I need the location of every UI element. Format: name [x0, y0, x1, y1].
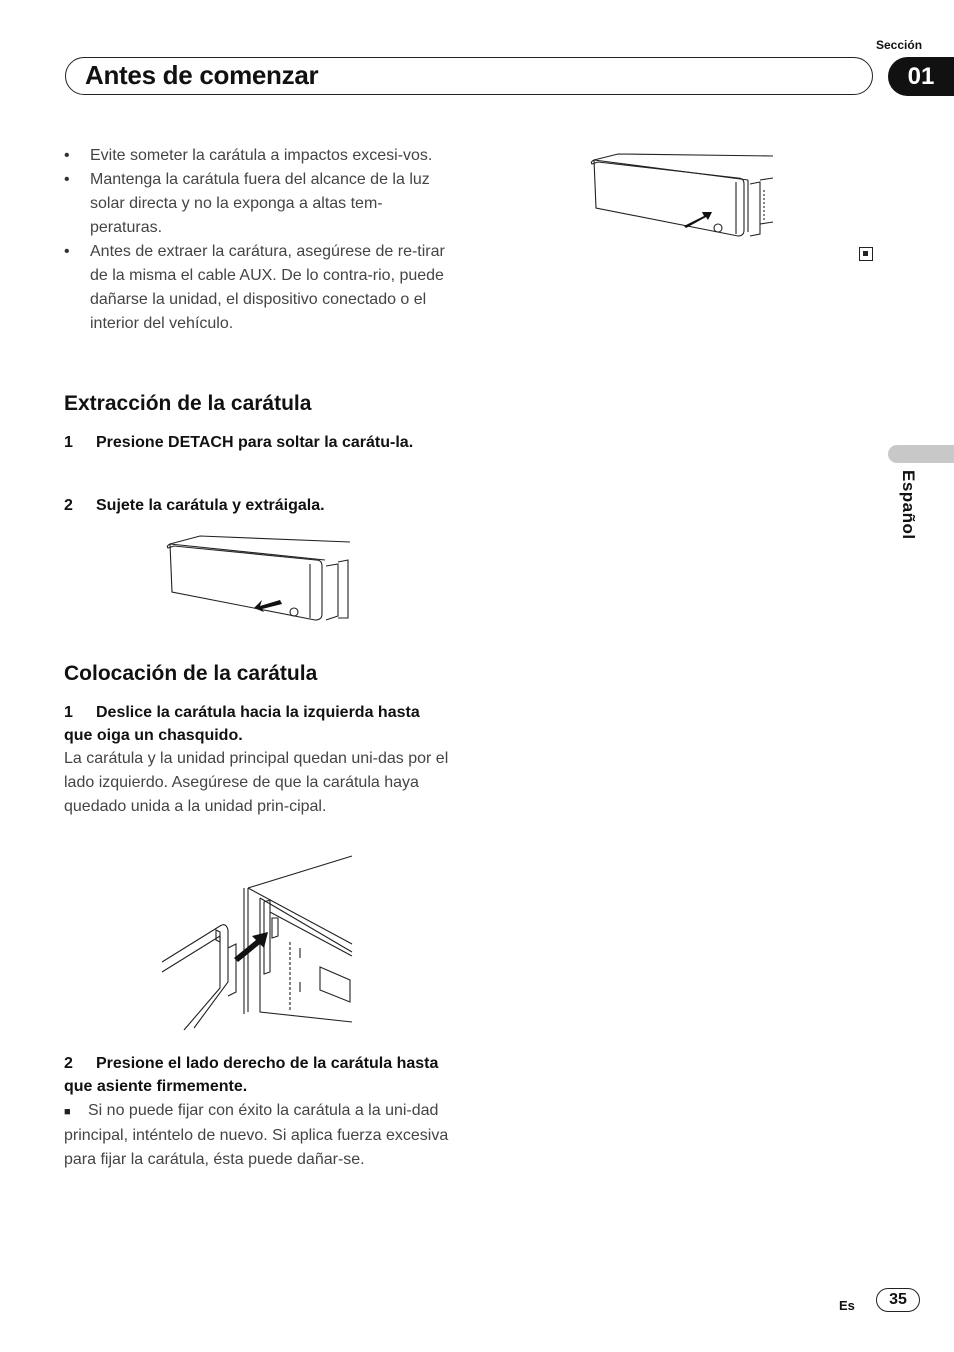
step-number: 1: [64, 704, 73, 721]
language-label: Español: [899, 470, 918, 540]
step-number: 1: [64, 434, 73, 451]
detach-button-illustration: [588, 150, 778, 240]
removal-heading: Extracción de la carátula: [64, 392, 312, 415]
attach-faceplate-illustration: [160, 852, 360, 1032]
footer-language-code: Es: [839, 1298, 855, 1313]
step-text: Sujete la carátula y extráigala.: [96, 497, 325, 514]
attach-step-1-body: La carátula y la unidad principal quedan uni-das por el lado izquierdo. Asegúrese de que la carátula haya quedado unida a la unidad prin-cipal.: [64, 750, 449, 815]
section-label: Sección: [876, 38, 923, 52]
attach-step-1: [64, 701, 434, 747]
bullet-item: • Antes de extraer la carátura, asegúrese de re-tirar de la misma el cable AUX. De lo contra-rio, puede dañarse la unidad, el dispositivo conectado o el interior del vehículo.: [64, 240, 449, 336]
bullet-item: • Evite someter la carátula a impactos excesi-vos.: [64, 144, 449, 168]
step-text: Presione el lado derecho de la carátula hasta que asiente firmemente.: [64, 1055, 439, 1095]
step-text: Deslice la carátula hacia la izquierda hasta que oiga un chasquido.: [64, 704, 420, 744]
attach-note: [64, 1099, 452, 1172]
intro-bullet-list: [64, 144, 449, 336]
removal-step-1: [64, 431, 454, 454]
step-number: 2: [64, 497, 73, 514]
page-title: Antes de comenzar: [85, 60, 319, 90]
language-tab: [888, 445, 954, 463]
remove-faceplate-illustration: [160, 530, 355, 625]
attach-step-2: [64, 1052, 454, 1098]
step-text: Presione DETACH para soltar la carátu-la.: [96, 434, 414, 451]
page-number: 35: [876, 1288, 920, 1312]
note-text: Si no puede fijar con éxito la carátula a la uni-dad principal, inténtelo de nuevo. Si aplica fuerza excesiva para fijar la carátula, ésta puede dañar-se.: [64, 1102, 449, 1168]
section-number-badge: 01: [888, 57, 954, 96]
attach-heading: Colocación de la carátula: [64, 662, 318, 685]
removal-step-2: [64, 494, 454, 517]
end-mark-icon: [859, 247, 873, 261]
bullet-item: • Mantenga la carátula fuera del alcance de la luz solar directa y no la exponga a altas tem-peraturas.: [64, 168, 449, 240]
note-marker-icon: ■: [64, 1106, 71, 1118]
step-number: 2: [64, 1055, 73, 1072]
